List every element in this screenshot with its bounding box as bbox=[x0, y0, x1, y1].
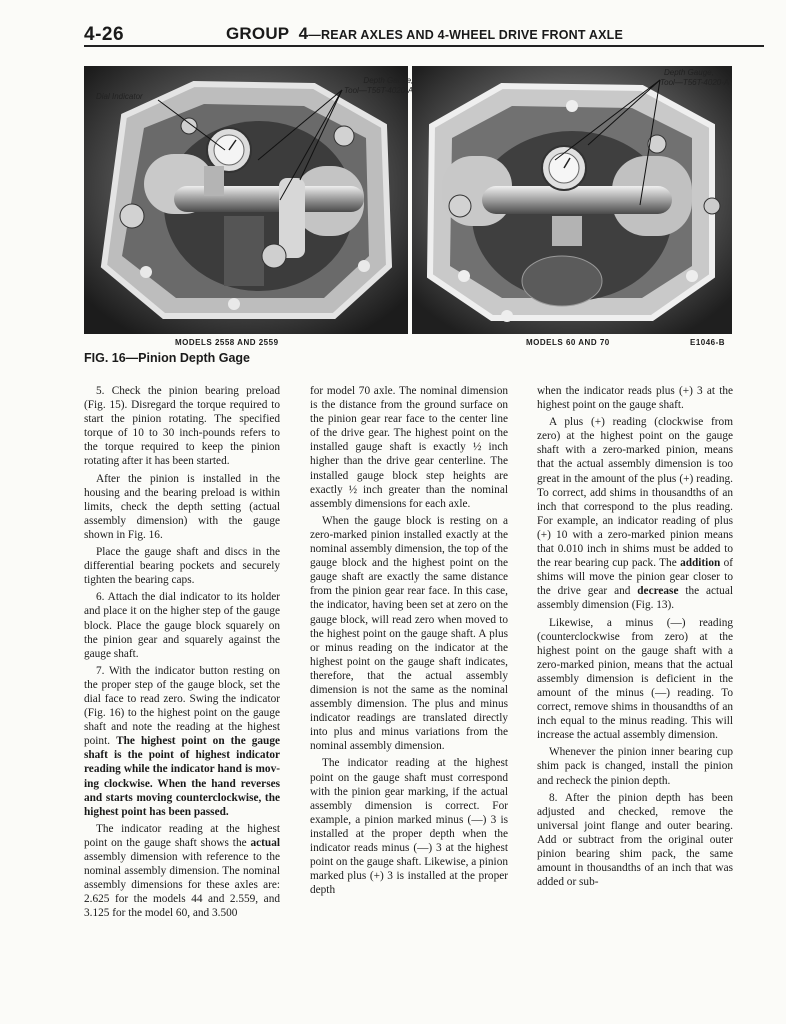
paragraph: 6. Attach the dial indicator to its holder and place it on the higher step of the gauge block. Place the gauge block squarely on the pinion gear and squarely against the gauge shaft. bbox=[84, 591, 280, 660]
paragraph: The indicator reading at the highest point on the gauge shaft must correspond with the pinion gear marking, if the actual assembly dimension is correct. For example, a pinion marked minus (—) 3 is installed at the proper depth when the indicator reads minus (—) 3 at the highest point on the gauge shaft. Likewise, a pinion marked plus (+) 3 is installed at the proper depth bbox=[310, 757, 508, 897]
paragraph: 5. Check the pinion bearing preload (Fig. 15). Disregard the torque required to start the pinion rotating. The specified torque of 10 to 30 inch-pounds refers to the torque required to keep the pinion rotating after it has been started. bbox=[84, 385, 280, 468]
paragraph: Place the gauge shaft and discs in the differential bearing pockets and securely tighten the bearing caps. bbox=[84, 546, 280, 587]
text-column-2 bbox=[310, 384, 508, 900]
paragraph-text: 7. With the indicator button resting on the proper step of the gauge block, set the dial face to read zero. Swing the indicator (Fig. 16) to the highest point on the gauge shaft and note the reading at the highest point. bbox=[84, 664, 280, 748]
paragraph-bold: actual bbox=[250, 836, 280, 849]
paragraph: After the pinion is installed in the housing and the bearing preload is within limits, check the depth setting (actual assembly dimension) with the gauge shown in Fig. 16. bbox=[84, 472, 280, 541]
section-title: —REAR AXLES AND 4-WHEEL DRIVE FRONT AXLE bbox=[308, 28, 624, 42]
paragraph: When the gauge block is resting on a zero-marked pinion installed exactly at the nominal assembly dimension, the top of the gauge block and the highest point on the gauge shaft are exactly the same distance from the pinion gear rear face. In this case, the indicator, having been set at zero on the gauge block, will read zero when moved to the highest point on the gauge shaft. A plus or minus reading on the indicator at the highest point on the gauge shaft indicates, therefore, that the actual assembly dimension is not the same as the nominal assembly dimension. The plus and minus indicator readings are translated directly into plus and minus variations from the nominal assembly dimension. bbox=[310, 514, 508, 753]
callout-depth-gauge-right-line1: Depth Gauge, bbox=[664, 68, 714, 77]
paragraph: 8. After the pinion depth has been adjusted and checked, remove the universal joint flange and outer bearing. Add or subtract from the original outer pinion bearing shim pack, the same amount in thousandths of an inch that was added or sub- bbox=[537, 791, 733, 889]
group-number: 4 bbox=[298, 24, 309, 43]
paragraph-text: assembly dimension with reference to the nominal assembly dimension. The nominal assembly dimensions for these axles are: 2.625 for the models 44 and 2.559, and 3.125 for the model 60, and 3.500 bbox=[84, 851, 280, 920]
paragraph bbox=[537, 415, 733, 612]
callout-depth-gauge-right-line2: Tool—T56T-4020-A bbox=[660, 78, 730, 87]
paragraph bbox=[84, 664, 280, 819]
paragraph-bold: decrease bbox=[637, 585, 679, 598]
photo-models-60-70 bbox=[412, 66, 732, 334]
callout-depth-gauge-left-line2: Tool—T56T-4020-A bbox=[344, 86, 414, 95]
paragraph: Whenever the pinion inner bearing cup shim pack is changed, install the pinion and recheck the pinion depth. bbox=[537, 746, 733, 787]
paragraph-bold: The highest point on the gauge shaft is the point of highest indicator reading while the indicator hand is moving clockwise. When the hand reverses and starts moving counterclockwise, the highest point has been passed. bbox=[84, 735, 280, 818]
text-column-3 bbox=[537, 384, 733, 892]
paragraph: for model 70 axle. The nominal dimension is the distance from the ground surface on the pinion gear rear face to the center line of the drive gear. The highest point on the installed gauge shaft is exactly ½ inch higher than the drive gear centerline. The installed gauge block step heights are exactly ½ inch greater than the nominal assembly dimensions for each axle. bbox=[310, 385, 508, 510]
paragraph-text: the actual assembly dimension (Fig. 13). bbox=[537, 585, 733, 612]
photo-models-2558-2559 bbox=[84, 66, 408, 334]
text-column-1 bbox=[84, 384, 280, 923]
group-label: GROUP bbox=[226, 24, 290, 43]
paragraph-text: The indicator reading at the highest point on the gauge shaft shows the bbox=[84, 822, 280, 849]
paragraph: when the indicator reads plus (+) 3 at the highest point on the gauge shaft. bbox=[537, 385, 733, 412]
model-label-left: MODELS 2558 AND 2559 bbox=[175, 338, 279, 347]
figure-reference: E1046-B bbox=[690, 338, 726, 347]
callout-dial-indicator: Dial Indicator bbox=[96, 92, 143, 101]
callout-depth-gauge-left-line1: Depth Gauge, bbox=[363, 76, 414, 85]
paragraph bbox=[84, 822, 280, 921]
callout-depth-gauge-left bbox=[344, 76, 414, 96]
figure-caption: FIG. 16—Pinion Depth Gage bbox=[84, 351, 250, 365]
header-rule bbox=[84, 45, 764, 47]
paragraph-text: A plus (+) reading (clockwise from zero) at the highest point on the gauge shaft with a zero-marked pinion, means that the actual assembly dimension is too great in the amount of the plus (+) reading. To correct, add shims in thousandths of an inch that correspond to the plus reading. For example, an indicator reading of plus (+) 10 with a zero-marked pinion means that 0.010 inch in shims must be added to the rear bearing cup pack. The bbox=[537, 416, 733, 570]
group-title bbox=[226, 24, 623, 44]
callout-depth-gauge-right bbox=[660, 68, 729, 88]
paragraph: Likewise, a minus (—) reading (counterclockwise from zero) at the highest point on the gauge shaft with a zero-marked pinion, means that the actual assembly dimension is deficient in the amount of the minus (—) reading. To correct, remove shims in thousandths of an inch equal to the minus reading. This will increase the actual assembly dimension. bbox=[537, 616, 733, 742]
paragraph-bold: addition bbox=[680, 557, 721, 570]
model-label-right: MODELS 60 AND 70 bbox=[526, 338, 610, 347]
paragraph-text: of shims will move the pinion gear closer to the drive gear and bbox=[537, 557, 734, 598]
page-number: 4-26 bbox=[84, 24, 125, 45]
page-header bbox=[0, 0, 786, 50]
